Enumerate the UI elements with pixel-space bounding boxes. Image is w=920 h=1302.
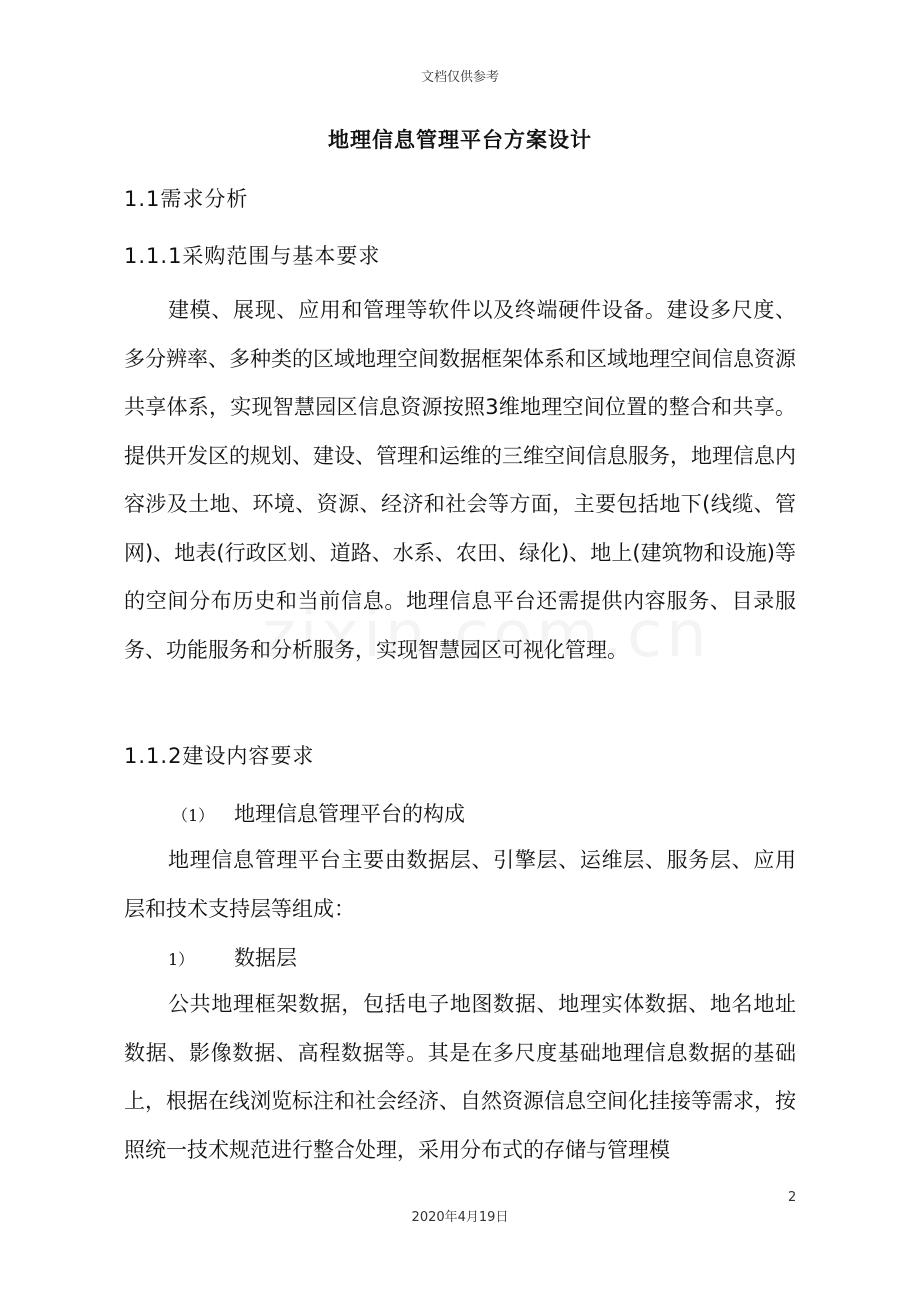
page-title: 地理信息管理平台方案设计: [328, 128, 592, 152]
page-number: 2: [788, 1190, 797, 1205]
list-item-data-layer: 数据层: [234, 946, 297, 970]
section-heading-1-1: 1.1需求分析: [124, 187, 249, 211]
list-marker-2: 1）: [168, 950, 195, 969]
list-item-platform-composition: 地理信息管理平台的构成: [234, 802, 465, 826]
paragraph-data-layer: 公共地理框架数据，包括电子地图数据、地理实体数据、地名地址数据、影像数据、高程数据等。其是在多尺度基础地理信息数据的基础上，根据在线浏览标注和社会经济、自然资源信息空间化挂接等需求，按照统一技术规范进行整合处理，采用分布式的存储与管理模: [124, 992, 796, 1162]
footer-date: 2020年4月19日: [411, 1210, 509, 1225]
section-heading-1-1-2: 1.1.2建设内容要求: [124, 744, 315, 768]
paragraph-procurement-scope: 建模、展现、应用和管理等软件以及终端硬件设备。建设多尺度、多分辨率、多种类的区域地理空间数据框架体系和区域地理空间信息资源共享体系，实现智慧园区信息资源按照3维地理空间位置的整合和共享。提供开发区的规划、建设、管理和运维的三维空间信息服务，地理信息内容涉及土地、环境、资源、经济和社会等方面，主要包括地下(线缆、管网)、地表(行政区划、道路、水系、农田、绿化)、地上(建筑物和设施)等的空间分布历史和当前信息。地理信息平台还需提供内容服务、目录服务、功能服务和分析服务，实现智慧园区可视化管理。: [124, 298, 796, 662]
paragraph-platform-layers: 地理信息管理平台主要由数据层、引擎层、运维层、服务层、应用层和技术支持层等组成：: [124, 848, 796, 921]
header-note: 文档仅供参考: [420, 70, 499, 85]
list-marker-1: （1）: [172, 806, 215, 825]
section-heading-1-1-1: 1.1.1采购范围与基本要求: [124, 244, 381, 268]
